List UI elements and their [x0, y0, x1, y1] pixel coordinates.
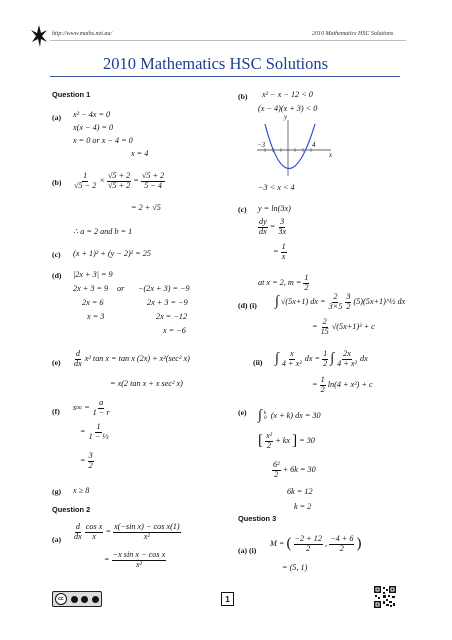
q1c2-line-2: $\frac{dy}{dx}$ = $\frac{3}{3x}$ — [259, 217, 287, 236]
q1b2-line-1: x² − x − 12 < 0 — [262, 90, 313, 99]
q1c2-line-1: y = ln(3x) — [258, 204, 291, 213]
qr-code-icon — [374, 586, 396, 613]
q1d-right-4: 2x = −12 — [156, 312, 188, 321]
q1a-line-2: x(x − 4) = 0 — [73, 123, 114, 132]
q1c2-line-4: at x = 2, m = $\frac{1}{2}$ — [258, 273, 309, 292]
q1b2-line-2: (x − 4)(x + 3) < 0 — [258, 104, 318, 113]
q1b2-label: (b) — [238, 92, 248, 101]
q1a-line-3: x = 0 or x − 4 = 0 — [73, 136, 133, 145]
q1e2-line-2: [ $\frac{\text{x²}}{2}$ + kx ] = 30 — [258, 431, 315, 450]
q1b-expression: $\frac{1}{√5 - 2}$ × $\frac{√5 + 2}{√5 + 2}$ = $\frac{√5 + 2}{5 - 4}$ — [74, 171, 165, 190]
nd-icon — [92, 596, 99, 603]
q1d-left-3: 2x = 6 — [82, 298, 104, 307]
q3a-line-2: = (5, 1) — [282, 563, 308, 572]
q1e2-line-1: ∫ k 0 (x + k) dx = 30 — [258, 408, 321, 423]
q1f-label: (f) — [52, 407, 60, 416]
q1b-line-3: ∴ a = 2 and b = 1 — [73, 227, 133, 236]
header-url: http://www.maths.net.au/ — [52, 31, 113, 37]
q1e-line-1: $\frac{d}{dx}$ x² tan x = tan x (2x) + x²(sec² x) — [74, 349, 190, 368]
q1c-line-1: (x + 1)² + (y − 2)² = 25 — [73, 249, 151, 258]
page-title: 2010 Mathematics HSC Solutions — [103, 54, 329, 73]
q1a-label: (a) — [52, 113, 62, 122]
parabola-graph — [255, 114, 335, 183]
q1dii-label: (ii) — [253, 358, 263, 367]
q1d-right-5: x = −6 — [163, 326, 186, 335]
q1e2-line-5: k = 2 — [294, 502, 312, 511]
q1b-label: (b) — [52, 178, 62, 187]
header-doc-title: 2010 Mathematics HSC Solutions — [312, 31, 394, 37]
nc-icon — [81, 596, 88, 603]
q1e2-label: (e) — [238, 408, 247, 417]
graph-x-label: x — [329, 152, 333, 159]
q1a-line-4: x = 4 — [131, 149, 149, 158]
q1d2-label: (d) (i) — [238, 301, 257, 310]
logo-icon — [30, 24, 48, 53]
q1d-or: or — [117, 284, 125, 293]
q1d-line-1: |2x + 3| = 9 — [73, 270, 113, 279]
q1d2-line-2: = $\frac{2}{15}$ √(5x+1)³ + c — [312, 317, 375, 336]
by-icon — [71, 596, 78, 603]
q1f-line-3: = $\frac{3}{2}$ — [80, 451, 93, 470]
graph-root-pos4: 4 — [312, 142, 316, 149]
q1e-line-2: = x(2 tan x + x sec² x) — [110, 379, 183, 388]
title-rule — [50, 76, 400, 77]
q1c-label: (c) — [52, 250, 61, 259]
q1d-left-4: x = 3 — [87, 312, 105, 321]
q1d-label: (d) — [52, 271, 62, 280]
q1e2-line-4: 6k = 12 — [287, 487, 313, 496]
q1d2-line-1: ∫ √(5x+1) dx = $\frac{2}{3\times 5}$ $\frac{3}{2}$ (5)(5x+1)^½ dx — [275, 292, 406, 311]
creative-commons-badge — [52, 591, 102, 607]
q1g-label: (g) — [52, 487, 62, 496]
q2a-label: (a) — [52, 535, 62, 544]
page-number: 1 — [221, 592, 234, 606]
q1b2-line-3: −3 < x < 4 — [258, 183, 295, 192]
q1f-line-2: = $\frac{1}{\text{1 − ⅓}}$ — [80, 422, 109, 441]
q1f-line-1: s∞ = $\frac{a}{1 - r}$ — [73, 398, 110, 417]
graph-root-neg3: −3 — [257, 142, 265, 149]
q1a-line-1: x² − 4x = 0 — [73, 110, 111, 119]
graph-y-label: y — [284, 114, 288, 121]
q2a-line-1: $\frac{d}{dx}$ $\frac{\text{cos x}}{x}$ = $\frac{\text{x(−sin x) − cos x(1)}}{\text{x²}}$ — [74, 522, 180, 541]
q1d-left-2: 2x + 3 = 9 — [73, 284, 109, 293]
q1dii-line-2: = $\frac{1}{2}$ ln(4 + x²) + c — [312, 375, 373, 394]
q1dii-line-1: ∫ $\frac{x}{\text{4 + x²}}$ dx = $\frac{1}{2}$ ∫ $\frac{2x}{\text{4 + x²}}$ dx — [275, 349, 368, 368]
q1e2-line-3: $\frac{\text{6²}}{2}$ + 6k = 30 — [273, 460, 316, 479]
q1e-label: (e) — [52, 358, 61, 367]
question-3-heading: Question 3 — [238, 514, 277, 523]
q1c2-line-3: = $\frac{1}{x}$ — [273, 242, 286, 261]
question-2-heading: Question 2 — [52, 505, 91, 514]
q1c2-label: (c) — [238, 205, 247, 214]
q2a-line-2: = $\frac{\text{−x sin x − cos x}}{\text{x²}}$ — [104, 550, 166, 569]
q1d-right-3: 2x + 3 = −9 — [147, 298, 188, 307]
q3a-line-1: M = ( $\frac{-2 + 12}{2}$ , $\frac{-4 + 6}{2}$ ) — [270, 534, 362, 553]
cc-icon: cc — [55, 593, 67, 605]
q3a-label: (a) (i) — [238, 546, 257, 555]
q1g-line-1: x ≥ 8 — [73, 486, 90, 495]
q1b-line-2: = 2 + √5 — [131, 203, 161, 212]
question-1-heading: Question 1 — [52, 90, 91, 99]
q1d-right-2: −(2x + 3) = −9 — [138, 284, 190, 293]
header-divider — [50, 40, 406, 41]
